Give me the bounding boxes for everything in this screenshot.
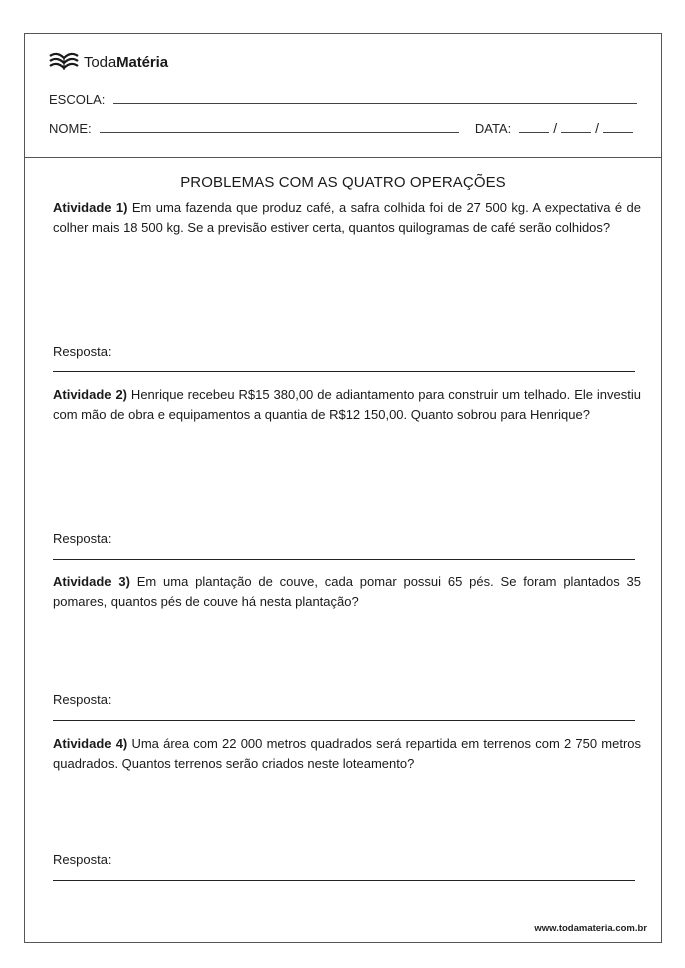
escola-label: ESCOLA: <box>49 92 106 107</box>
nome-line[interactable] <box>100 131 459 133</box>
date-slash-1: / <box>553 120 558 136</box>
nome-row <box>49 120 637 136</box>
brand-name <box>84 54 168 71</box>
activity-1-text: Em uma fazenda que produz café, a safra colhida foi de 27 500 kg. A expectativa é de colher mais 18 500 kg. Se a previsão estiver certa, quantos quilogramas de café serão colhidos? <box>53 200 642 235</box>
activity-1-label: Atividade 1) <box>53 200 128 215</box>
activity-1 <box>53 198 641 238</box>
date-month-line[interactable] <box>561 131 591 133</box>
activity-3 <box>53 572 641 612</box>
book-logo-icon <box>49 52 79 72</box>
escola-row <box>49 92 637 107</box>
header-divider <box>25 157 661 158</box>
escola-line[interactable] <box>113 102 637 104</box>
activity-2-answer-line[interactable] <box>53 559 635 560</box>
activity-4-label: Atividade 4) <box>53 736 128 751</box>
data-label: DATA: <box>474 121 512 136</box>
activity-3-answer-line[interactable] <box>53 720 635 721</box>
activity-3-text: Em uma plantação de couve, cada pomar possui 65 pés. Se foram plantados 35 pomares, quantos pés de couve há nesta plantação? <box>53 574 641 609</box>
activity-4 <box>53 734 641 774</box>
activity-1-answer-label: Resposta: <box>53 344 112 359</box>
nome-label: NOME: <box>49 121 92 136</box>
activity-2-text: Henrique recebeu R$15 380,00 de adiantamento para construir um telhado. Ele investiu com mão de obra e equipamentos a quantia de R$12 150,00. Quanto sobrou para Henrique? <box>53 387 641 422</box>
worksheet <box>24 33 662 943</box>
brand-suffix: Matéria <box>116 53 168 71</box>
date-year-line[interactable] <box>603 131 633 133</box>
activity-2 <box>53 385 641 425</box>
activity-1-answer-line[interactable] <box>53 371 635 372</box>
brand-prefix: Toda <box>84 53 117 71</box>
footer-url: www.todamateria.com.br <box>534 923 647 934</box>
activity-4-answer-line[interactable] <box>53 880 635 881</box>
date-group <box>475 120 637 136</box>
activity-2-answer-label: Resposta: <box>53 531 112 546</box>
activity-2-label: Atividade 2) <box>53 387 127 402</box>
activity-4-text: Uma área com 22 000 metros quadrados será repartida em terrenos com 2 750 metros quadrados. Quantos terrenos serão criados neste loteamento? <box>53 736 641 771</box>
worksheet-title: PROBLEMAS COM AS QUATRO OPERAÇÕES <box>180 174 506 191</box>
date-slash-2: / <box>595 120 599 136</box>
activity-3-label: Atividade 3) <box>53 574 130 589</box>
activity-3-answer-label: Resposta: <box>53 692 112 707</box>
date-day-line[interactable] <box>519 131 549 133</box>
activity-4-answer-label: Resposta: <box>53 852 112 867</box>
brand-logo <box>49 52 168 72</box>
